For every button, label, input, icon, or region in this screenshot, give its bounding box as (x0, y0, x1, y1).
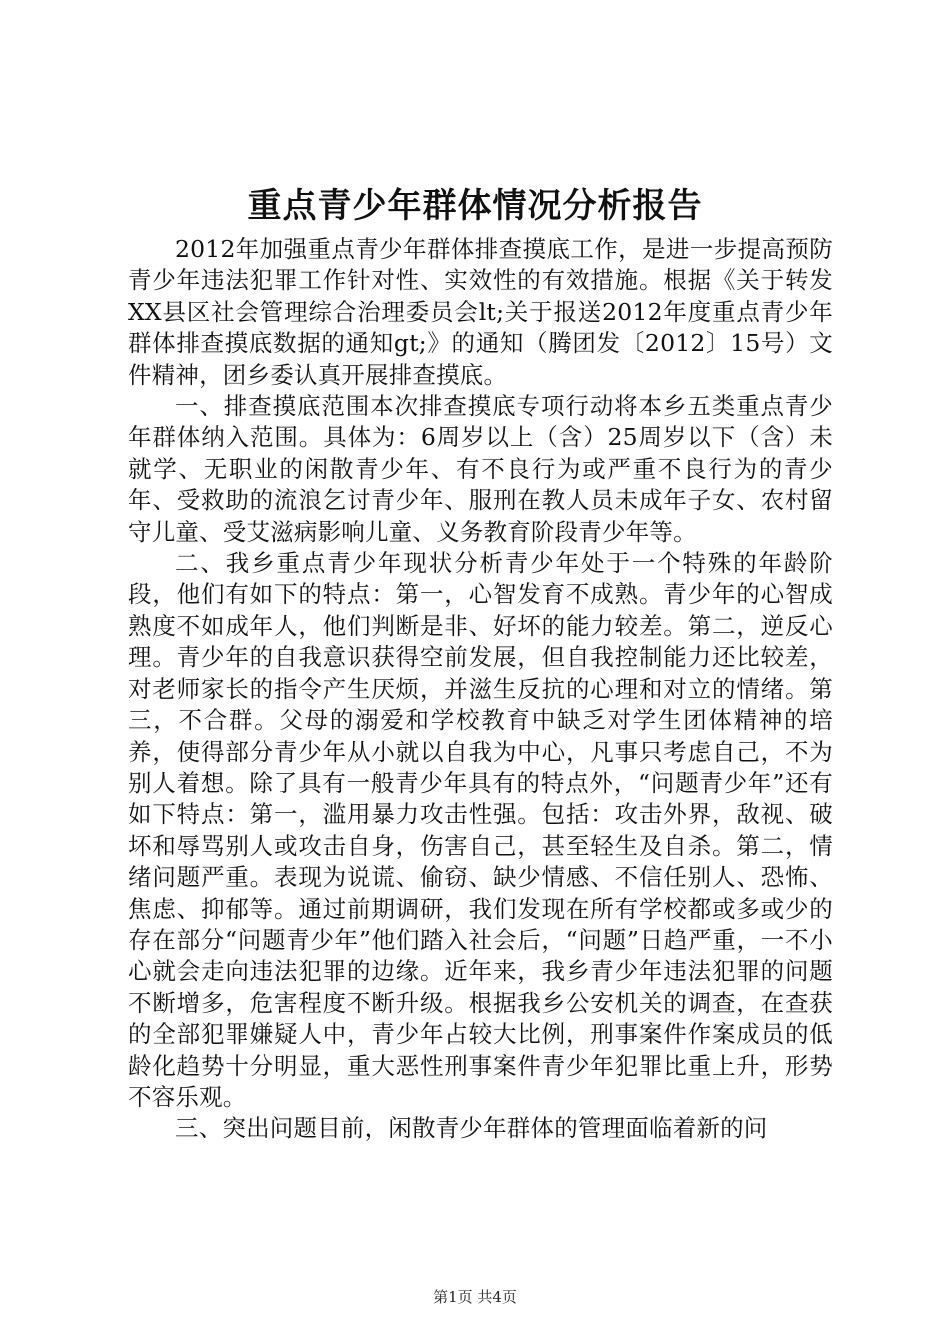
document-title: 重点青少年群体情况分析报告 (247, 186, 703, 226)
document-body (128, 234, 833, 1145)
paragraph-intro: 2012年加强重点青少年群体排查摸底工作，是进一步提高预防青少年违法犯罪工作针对性、实效性的有效措施。根据《关于转发XX县区社会管理综合治理委员会lt;关于报送2012年度重点青少年群体排查摸底数据的通知gt;》的通知（腾团发〔2012〕15号）文件精神，团乡委认真开展排查摸底。 (128, 235, 833, 389)
paragraph-section-2: 二、我乡重点青少年现状分析青少年处于一个特殊的年龄阶段，他们有如下的特点：第一，心智发育不成熟。青少年的心智成熟度不如成年人，他们判断是非、好坏的能力较差。第二，逆反心理。青少年的自我意识获得空前发展，但自我控制能力还比较差，对老师家长的指令产生厌烦，并滋生反抗的心理和对立的情绪。第三，不合群。父母的溺爱和学校教育中缺乏对学生团体精神的培养，使得部分青少年从小就以自我为中心，凡事只考虑自己，不为别人着想。除了具有一般青少年具有的特点外，“问题青少年”还有如下特点：第一，滥用暴力攻击性强。包括：攻击外界，敌视、破坏和辱骂别人或攻击自身，伤害自己，甚至轻生及自杀。第二，情绪问题严重。表现为说谎、偷窃、缺少情感、不信任别人、恐怖、焦虑、抑郁等。通过前期调研，我们发现在所有学校都或多或少的存在部分“问题青少年”他们踏入社会后，“问题”日趋严重，一不小心就会走向违法犯罪的边缘。近年来，我乡青少年违法犯罪的问题不断增多，危害程度不断升级。根据我乡公安机关的调查，在查获的全部犯罪嫌疑人中，青少年占较大比例，刑事案件作案成员的低龄化趋势十分明显，重大恶性刑事案件青少年犯罪比重上升，形势不容乐观。 (128, 549, 833, 1111)
paragraph-section-3: 三、突出问题目前，闲散青少年群体的管理面临着新的问 (175, 1114, 768, 1143)
page-number-footer: 第1页 共4页 (433, 1288, 517, 1306)
paragraph-section-1: 一、排查摸底范围本次排查摸底专项行动将本乡五类重点青少年群体纳入范围。具体为：6周岁以上（含）25周岁以下（含）未就学、无职业的闲散青少年、有不良行为或严重不良行为的青少年、受救助的流浪乞讨青少年、服刑在教人员未成年子女、农村留守儿童、受艾滋病影响儿童、义务教育阶段青少年等。 (128, 392, 833, 546)
